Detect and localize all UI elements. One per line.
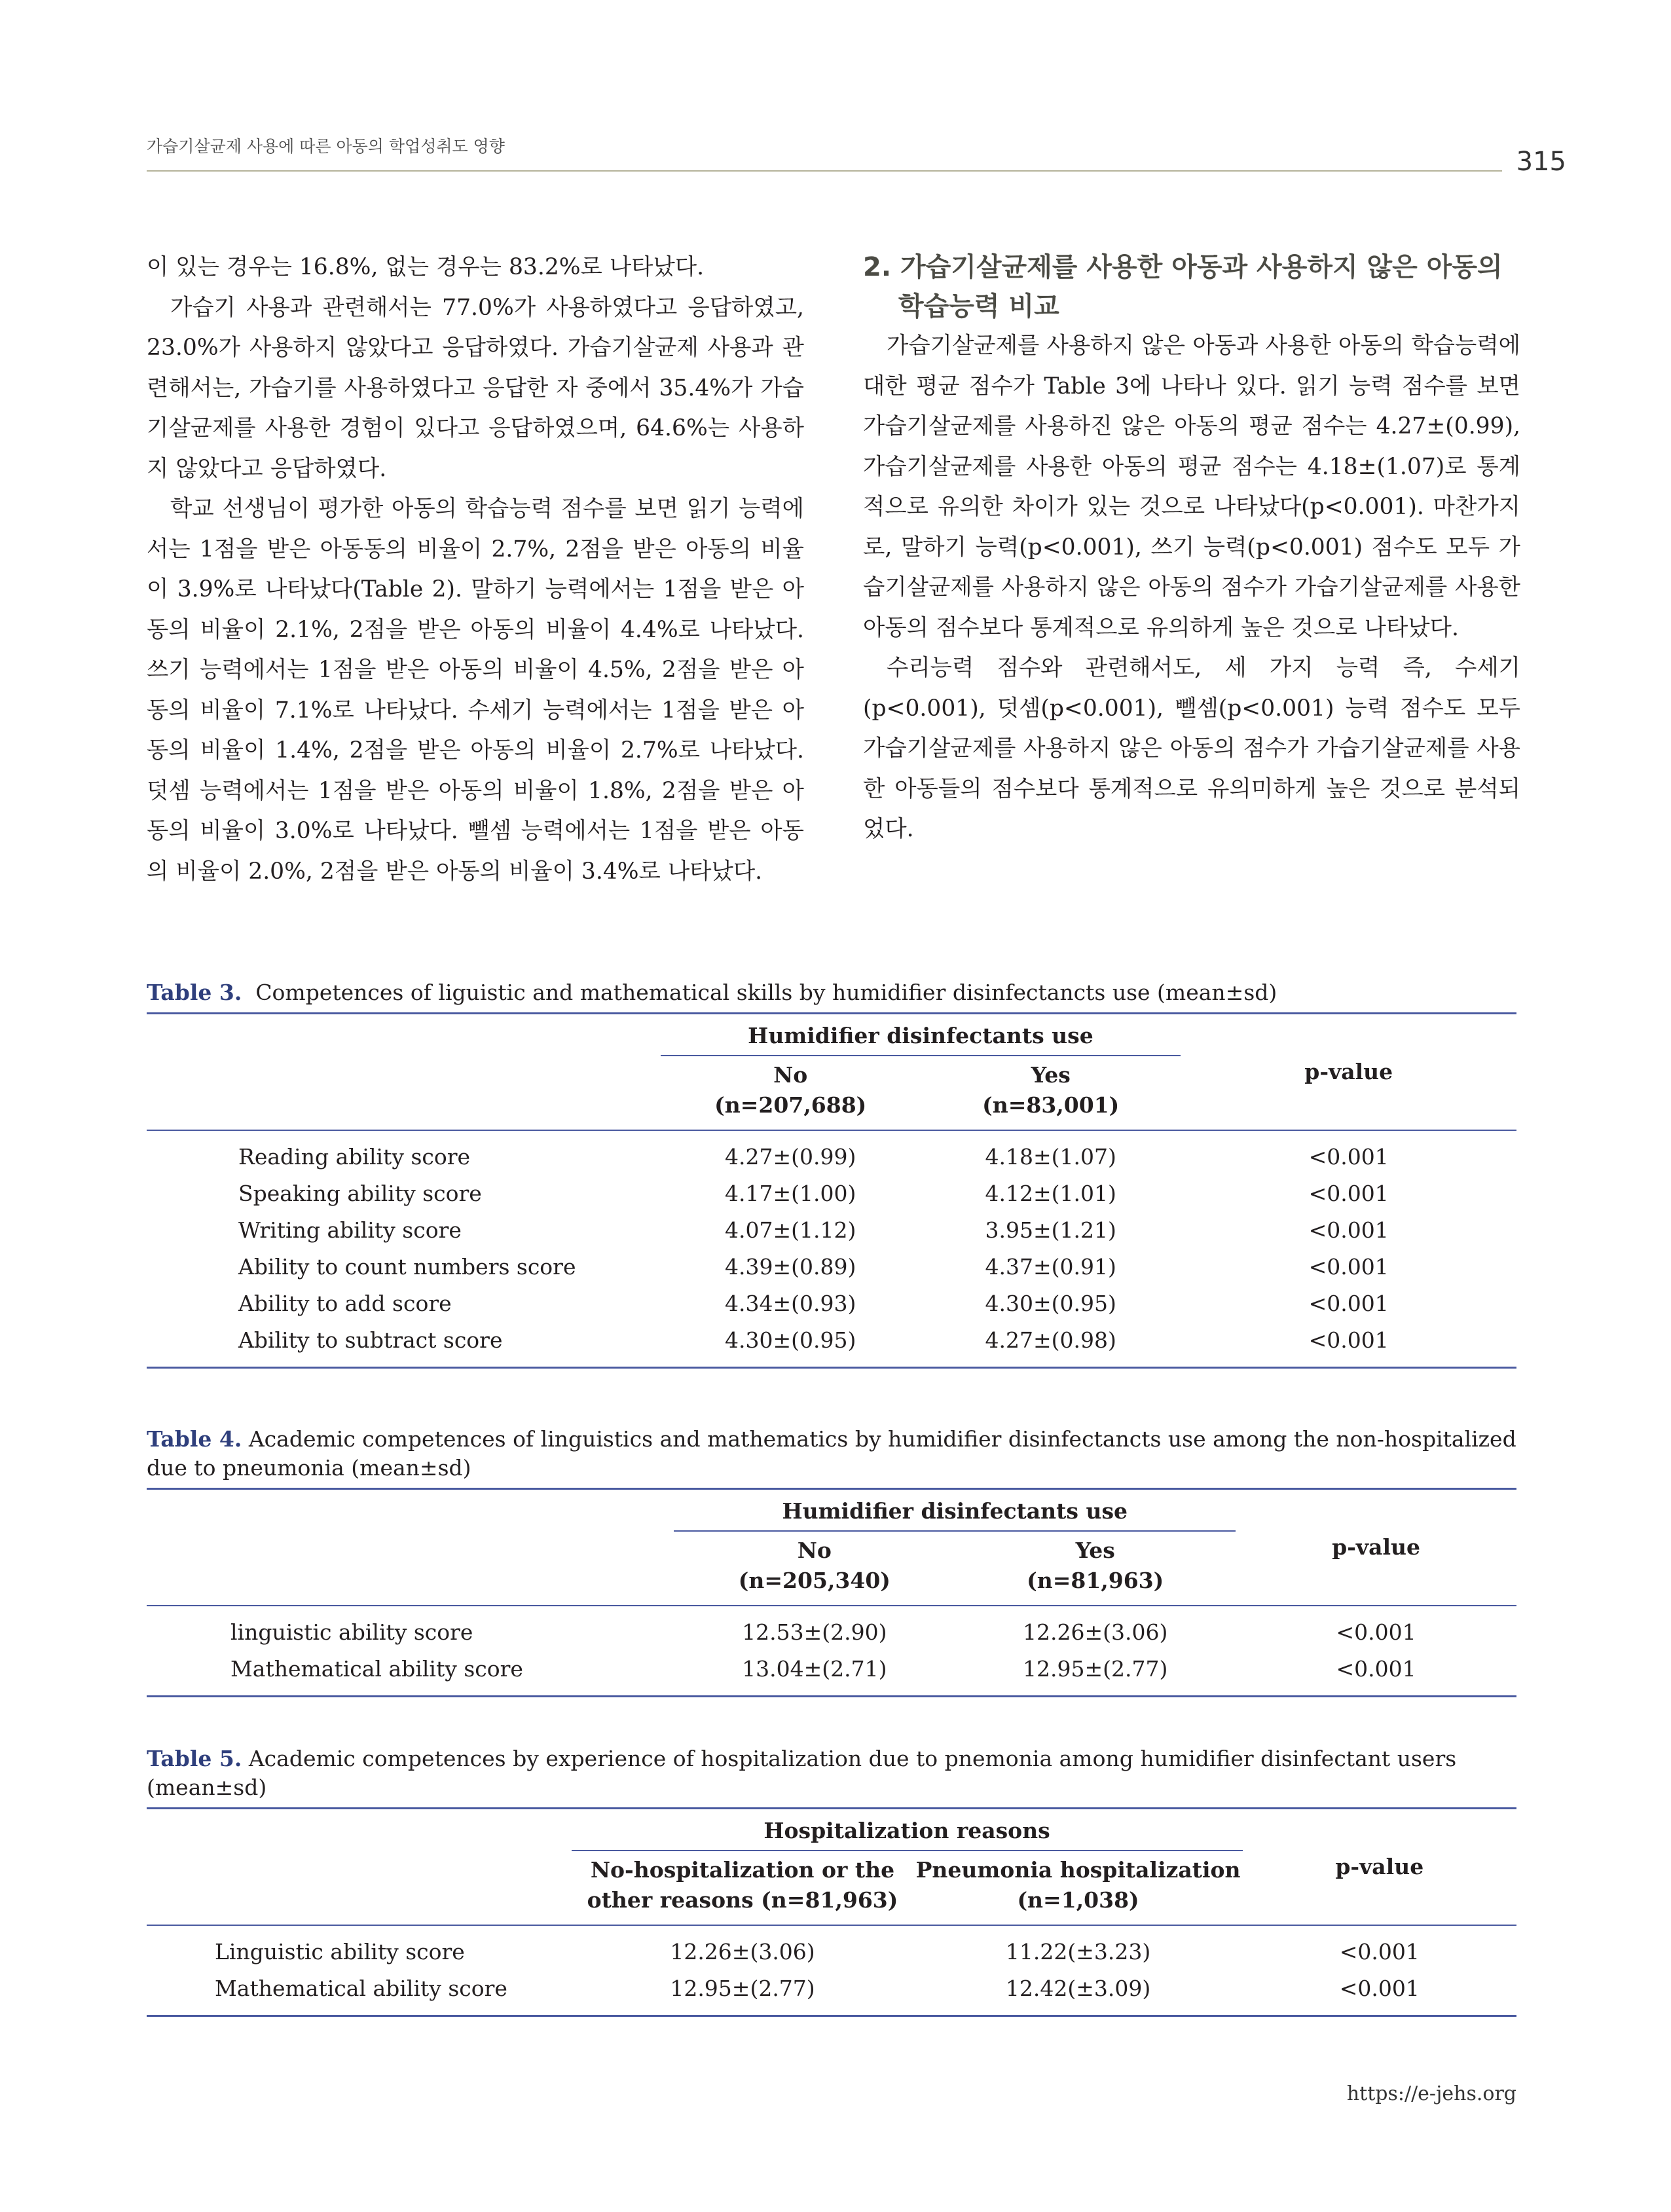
column-header-yes: Yes (n=83,001) [921,1056,1181,1130]
left-column [147,248,804,892]
cell-p-value: <0.001 [1308,1181,1389,1206]
cell-yes: 4.30±(0.95) [985,1291,1116,1316]
column-header-no: No (n=205,340) [674,1531,955,1606]
right-column [863,248,1520,850]
row-label: Ability to count numbers score [238,1254,576,1280]
table-row [147,1249,1516,1285]
table-row [147,1925,1516,1970]
table-header-blank [147,1489,674,1606]
cell-p-value: <0.001 [1336,1656,1416,1682]
cell-no: 4.34±(0.93) [725,1291,856,1316]
table-4 [147,1425,1516,1697]
table-row [147,1212,1516,1249]
table-header-blank [147,1809,572,1926]
cell-p-value: <0.001 [1339,1939,1420,1964]
body-paragraph: 학교 선생님이 평가한 아동의 학습능력 점수를 보면 읽기 능력에서는 1점을 받은 아동동의 비율이 2.7%, 2점을 받은 아동의 비율이 3.9%로 나타났다(Table 2). 말하기 능력에서는 1점을 받은 아동의 비율이 2.1%, 2점을 받은 아동의 비율이 4.4%로 나타났다. 쓰기 능력에서는 1점을 받은 아동의 비율이 4.5%, 2점을 받은 아동의 비율이 7.1%로 나타났다. 수세기 능력에서는 1점을 받은 아동의 비율이 1.4%, 2점을 받은 아동의 비율이 2.7%로 나타났다. 덧셈 능력에서는 1점을 받은 아동의 비율이 1.8%, 2점을 받은 아동의 비율이 3.0%로 나타났다. 뺄셈 능력에서는 1점을 받은 아동의 비율이 2.0%, 2점을 받은 아동의 비율이 3.4%로 나타났다. [147,496,804,885]
cell-p-value: <0.001 [1308,1291,1389,1316]
column-header-no-hospitalization: No-hospitalization or the other reasons (n=81,963) [572,1851,914,1925]
cell-pneumonia-hospitalization: 11.22(±3.23) [1005,1939,1151,1964]
table-caption [147,1425,1516,1483]
cell-no: 4.30±(0.95) [725,1327,856,1353]
row-label: Ability to subtract score [238,1327,503,1353]
footer-url: https://e-jehs.org [1346,2082,1516,2105]
table-label: Table 4. [147,1426,242,1452]
cell-p-value: <0.001 [1308,1254,1389,1280]
table-caption [147,1744,1516,1802]
header-rule [147,170,1502,172]
data-table [147,1807,1516,2017]
body-paragraph: 이 있는 경우는 16.8%, 없는 경우는 83.2%로 나타났다. [147,254,705,280]
row-label: Mathematical ability score [215,1976,507,2001]
page-number: 315 [1516,147,1566,177]
table-row [147,1285,1516,1322]
column-header-p-value: p-value [1181,1014,1516,1131]
section-heading: 2. 가습기살균제를 사용한 아동과 사용하지 않은 아동의 학습능력 비교 [863,252,1503,322]
row-label: Mathematical ability score [230,1656,523,1682]
table-caption-text: Competences of liguistic and mathematical skills by humidifier disinfectancts use (mean±sd) [255,980,1277,1005]
table-5 [147,1744,1516,2017]
table-row [147,1970,1516,2016]
column-group-header: Hospitalization reasons [572,1809,1243,1851]
table-label: Table 5. [147,1746,242,1771]
cell-p-value: <0.001 [1339,1976,1420,2001]
data-table [147,1488,1516,1697]
cell-yes: 4.37±(0.91) [985,1254,1116,1280]
row-label: Writing ability score [238,1217,462,1243]
cell-yes: 4.18±(1.07) [985,1144,1116,1170]
column-header-no: No (n=207,688) [661,1056,921,1130]
body-paragraph: 수리능력 점수와 관련해서도, 세 가지 능력 즉, 수세기(p<0.001), 덧셈(p<0.001), 뺄셈(p<0.001) 능력 점수도 모두 가습기살균제를 사용하지 않은 아동의 점수가 가습기살균제를 사용한 아동들의 점수보다 통계적으로 유의미하게 높은 것으로 분석되었다. [863,655,1520,842]
data-table [147,1012,1516,1369]
cell-yes: 3.95±(1.21) [985,1217,1116,1243]
row-label: linguistic ability score [230,1619,473,1645]
cell-p-value: <0.001 [1308,1217,1389,1243]
cell-no: 4.07±(1.12) [725,1217,856,1243]
cell-no: 4.39±(0.89) [725,1254,856,1280]
table-row [147,1322,1516,1368]
cell-no: 4.27±(0.99) [725,1144,856,1170]
table-caption-text: Academic competences by experience of hospitalization due to pnemonia among humidifier disinfectant users (mean±sd) [147,1746,1457,1800]
row-label: Speaking ability score [238,1181,482,1206]
column-header-p-value: p-value [1243,1809,1516,1926]
row-label: Ability to add score [238,1291,452,1316]
table-row [147,1175,1516,1212]
running-title: 가습기살균제 사용에 따른 아동의 학업성취도 영향 [147,137,505,156]
column-header-yes: Yes (n=81,963) [955,1531,1236,1606]
row-label: Reading ability score [238,1144,471,1170]
table-label: Table 3. [147,980,242,1005]
column-header-p-value: p-value [1236,1489,1516,1606]
table-header-blank [147,1014,661,1131]
cell-no: 13.04±(2.71) [742,1656,887,1682]
table-caption-text: Academic competences of linguistics and mathematics by humidifier disinfectancts use among the non-hospitalized due to pneumonia (mean±sd) [147,1426,1516,1481]
table-row [147,1606,1516,1651]
table-row [147,1651,1516,1697]
cell-no-hospitalization: 12.95±(2.77) [670,1976,815,2001]
row-label: Linguistic ability score [215,1939,465,1964]
body-paragraph: 가습기살균제를 사용하지 않은 아동과 사용한 아동의 학습능력에 대한 평균 점수가 Table 3에 나타나 있다. 읽기 능력 점수를 보면 가습기살균제를 사용하진 않은 아동의 평균 점수는 4.27±(0.99), 가습기살균제를 사용한 아동의 평균 점수는 4.18±(1.07)로 통계적으로 유의한 차이가 있는 것으로 나타났다(p<0.001). 마찬가지로, 말하기 능력(p<0.001), 쓰기 능력(p<0.001) 점수도 모두 가습기살균제를 사용하지 않은 아동의 점수가 가습기살균제를 사용한 아동의 점수보다 통계적으로 유의하게 높은 것으로 나타났다. [863,333,1520,641]
cell-yes: 4.12±(1.01) [985,1181,1116,1206]
cell-yes: 12.26±(3.06) [1023,1619,1168,1645]
column-header-pneumonia-hospitalization: Pneumonia hospitalization (n=1,038) [914,1851,1243,1925]
column-group-header: Humidifier disinfectants use [674,1489,1236,1532]
cell-yes: 12.95±(2.77) [1023,1656,1168,1682]
cell-yes: 4.27±(0.98) [985,1327,1116,1353]
cell-no: 12.53±(2.90) [742,1619,887,1645]
table-row [147,1130,1516,1175]
table-caption [147,978,1516,1007]
cell-pneumonia-hospitalization: 12.42(±3.09) [1005,1976,1151,2001]
cell-no-hospitalization: 12.26±(3.06) [670,1939,815,1964]
cell-p-value: <0.001 [1336,1619,1416,1645]
column-group-header: Humidifier disinfectants use [661,1014,1181,1056]
table-3 [147,978,1516,1369]
cell-p-value: <0.001 [1308,1144,1389,1170]
cell-p-value: <0.001 [1308,1327,1389,1353]
body-paragraph: 가습기 사용과 관련해서는 77.0%가 사용하였다고 응답하였고, 23.0%가 사용하지 않았다고 응답하였다. 가습기살균제 사용과 관련해서는, 가습기를 사용하였다고 응답한 자 중에서 35.4%가 가습기살균제를 사용한 경험이 있다고 응답하였으며, 64.6%는 사용하지 않았다고 응답하였다. [147,294,804,482]
cell-no: 4.17±(1.00) [725,1181,856,1206]
